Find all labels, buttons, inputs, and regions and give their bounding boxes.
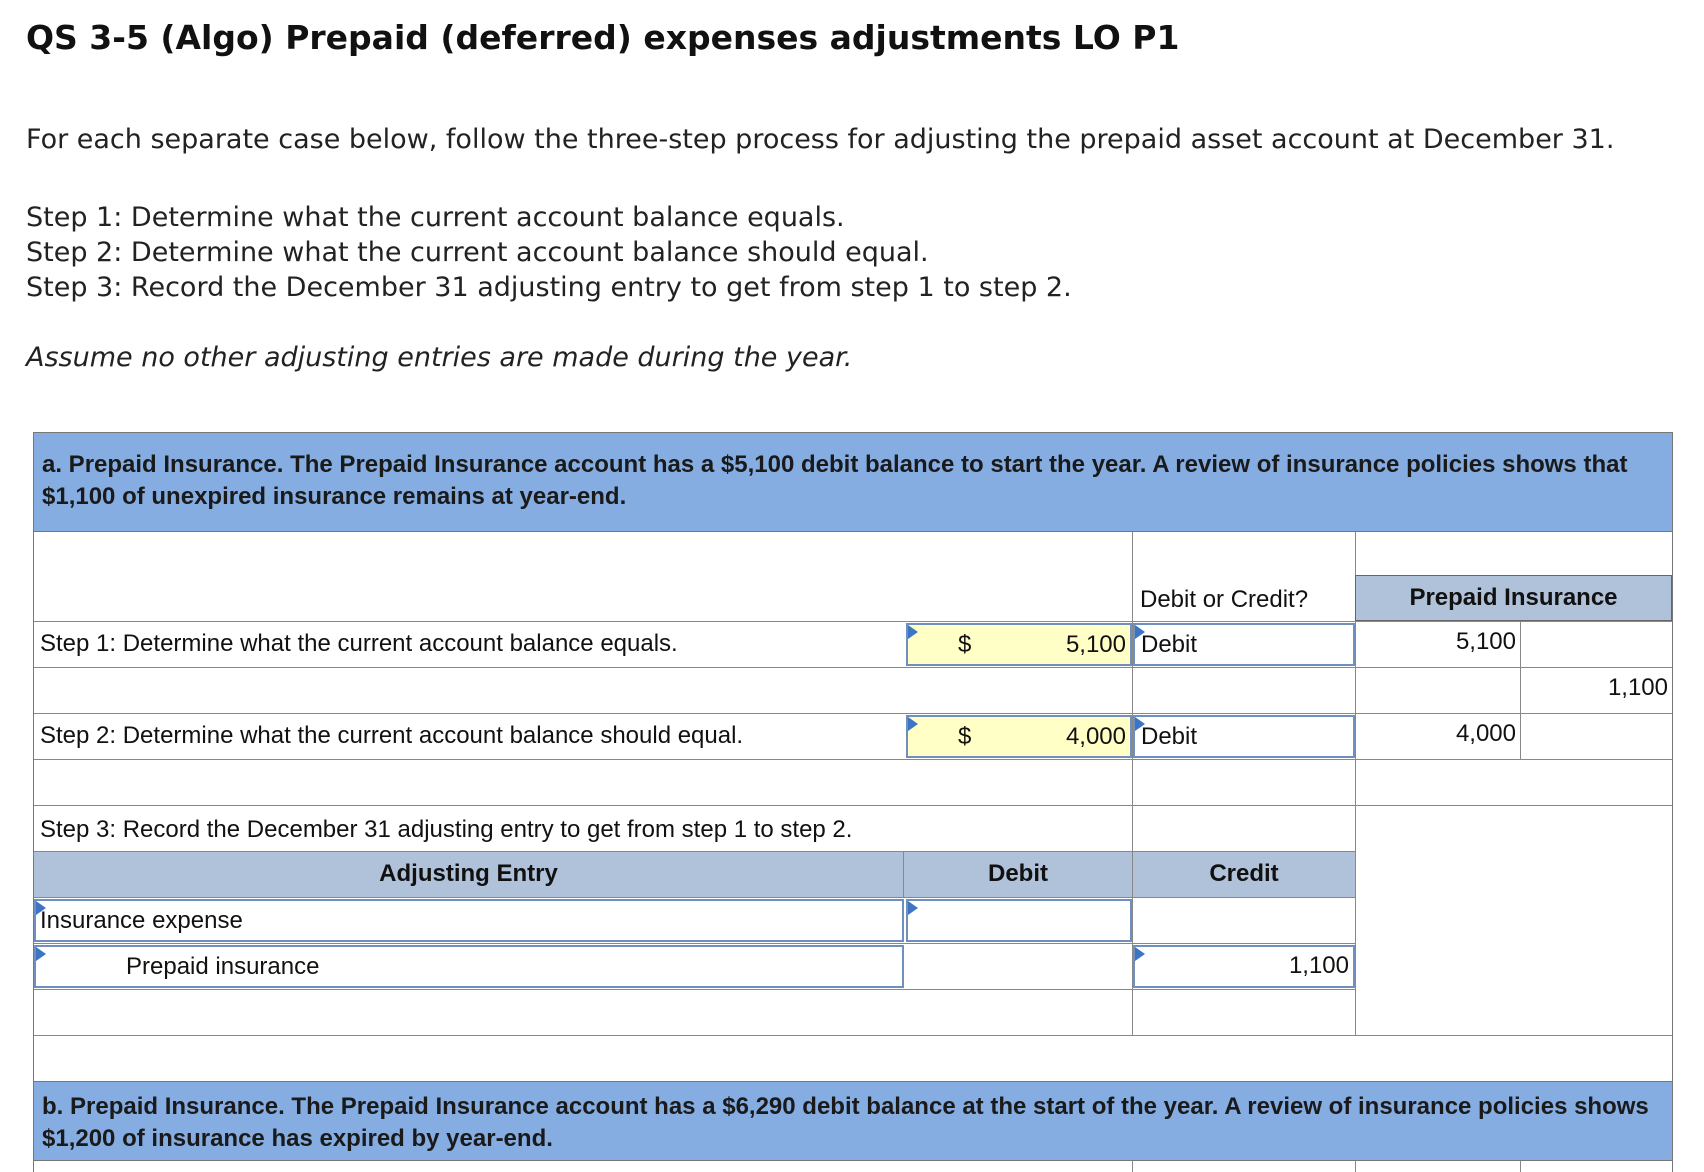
step-3-label: Step 3: Record the December 31 adjusting entry to get from step 1 to step 2. xyxy=(40,816,853,843)
step-2-side: Debit xyxy=(1141,723,1198,750)
case-a-description: a. Prepaid Insurance. The Prepaid Insurance account has a $5,100 debit balance to start the year. A review of insurance policies shows that $1,100 of unexpired insurance remains at year-end. xyxy=(34,432,1672,532)
debit-or-credit-header: Debit or Credit? xyxy=(1140,586,1309,613)
page-title: QS 3-5 (Algo) Prepaid (deferred) expenses adjustments LO P1 xyxy=(26,18,1180,57)
step-1-amount-field[interactable] xyxy=(906,623,1132,666)
dropdown-marker-icon xyxy=(1135,947,1145,961)
assumption-text: Assume no other adjusting entries are made during the year. xyxy=(26,342,853,373)
journal-row-1-account-select[interactable] xyxy=(34,899,904,942)
step-2-amount: 4,000 xyxy=(1065,723,1126,750)
case-b-description: b. Prepaid Insurance. The Prepaid Insurance account has a $6,290 debit balance at the start of the year. A review of insurance policies shows $1,200 of insurance has expired by year-end. xyxy=(34,1081,1672,1161)
journal-row-2-account-select[interactable] xyxy=(34,945,904,988)
step-2-side-select[interactable] xyxy=(1133,715,1355,758)
dropdown-marker-icon xyxy=(36,947,46,961)
intro-text: For each separate case below, follow the three-step process for adjusting the prepaid asset account at December 31. xyxy=(26,124,1615,155)
journal-row-1-debit-input[interactable] xyxy=(906,899,1132,942)
dropdown-marker-icon xyxy=(1135,625,1145,639)
t-account-debit-2: 4,000 xyxy=(1455,720,1516,747)
t-account-credit-1: 1,100 xyxy=(1607,674,1668,701)
journal-row-2-account: Prepaid insurance xyxy=(126,953,320,980)
step-1-text: Step 1: Determine what the current account balance equals. xyxy=(26,202,845,233)
dropdown-marker-icon xyxy=(908,901,918,915)
step-3-text: Step 3: Record the December 31 adjusting entry to get from step 1 to step 2. xyxy=(26,272,1072,303)
prepaid-insurance-header: Prepaid Insurance xyxy=(1355,575,1672,621)
step-1-side-select[interactable] xyxy=(1133,623,1355,666)
step-1-label: Step 1: Determine what the current account balance equals. xyxy=(40,630,678,657)
step-2-amount-field[interactable] xyxy=(906,715,1132,758)
dropdown-marker-icon xyxy=(908,625,918,639)
journal-row-2-credit: 1,100 xyxy=(1288,952,1349,979)
step-2-text: Step 2: Determine what the current account balance should equal. xyxy=(26,237,929,268)
debit-header: Debit xyxy=(904,852,1132,897)
currency-symbol: $ xyxy=(958,723,972,750)
t-account-debit-1: 5,100 xyxy=(1455,628,1516,655)
step-2-label: Step 2: Determine what the current account balance should equal. xyxy=(40,722,744,749)
step-1-amount: 5,100 xyxy=(1065,631,1126,658)
journal-row-1-account: Insurance expense xyxy=(40,907,243,934)
credit-header: Credit xyxy=(1133,852,1355,897)
journal-row-2-credit-input[interactable] xyxy=(1133,945,1355,988)
step-1-side: Debit xyxy=(1141,631,1198,658)
journal-row-2-debit xyxy=(904,944,1132,989)
steps-list xyxy=(26,200,1072,305)
dropdown-marker-icon xyxy=(908,717,918,731)
worksheet xyxy=(33,432,1673,1172)
currency-symbol: $ xyxy=(958,631,972,658)
dropdown-marker-icon xyxy=(1135,717,1145,731)
dropdown-marker-icon xyxy=(36,901,46,915)
adjusting-entry-header: Adjusting Entry xyxy=(34,852,904,897)
